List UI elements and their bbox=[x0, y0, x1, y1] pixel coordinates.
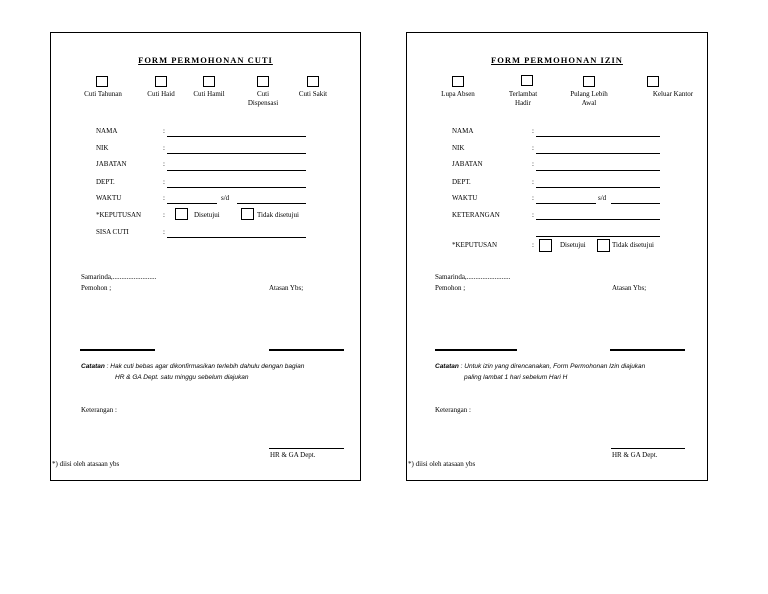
hr-signature-line bbox=[269, 448, 344, 449]
option-label: Terlambat Hadir bbox=[508, 90, 538, 107]
form-permohonan-cuti bbox=[50, 32, 361, 481]
checkbox-tidak-disetujui[interactable] bbox=[597, 239, 610, 252]
atasan-signature-line bbox=[269, 349, 344, 351]
checkbox-disetujui[interactable] bbox=[539, 239, 552, 252]
tidak-disetujui-label: Tidak disetujui bbox=[612, 241, 654, 249]
tidak-disetujui-label: Tidak disetujui bbox=[257, 211, 299, 219]
waktu-start-field[interactable] bbox=[536, 203, 596, 204]
hr-ga-label: HR & GA Dept. bbox=[270, 451, 316, 459]
sisa-cuti-field[interactable] bbox=[167, 237, 306, 238]
catatan-label: Catatan bbox=[435, 363, 459, 370]
colon: : bbox=[532, 127, 534, 135]
checkbox-cuti-hamil[interactable] bbox=[203, 76, 215, 87]
form-permohonan-izin bbox=[406, 32, 708, 481]
checkbox-cuti-sakit[interactable] bbox=[307, 76, 319, 87]
colon: : bbox=[532, 211, 534, 219]
colon: : bbox=[532, 241, 534, 249]
checkbox-tidak-disetujui[interactable] bbox=[241, 208, 254, 220]
field-label-waktu: WAKTU bbox=[96, 194, 122, 202]
catatan-line2: HR & GA Dept. satu minggu sebelum diajukan bbox=[115, 374, 249, 381]
atasan-label: Atasan Ybs; bbox=[269, 284, 304, 292]
disetujui-label: Disetujui bbox=[194, 211, 220, 219]
nama-field[interactable] bbox=[167, 136, 306, 137]
field-label-dept: DEPT. bbox=[96, 178, 115, 186]
option-label: Cuti Sakit bbox=[298, 90, 328, 98]
place-date: Samarinda,......................... bbox=[81, 273, 157, 281]
pemohon-signature-line bbox=[435, 349, 517, 351]
catatan-note bbox=[81, 361, 351, 372]
hr-signature-line bbox=[611, 448, 685, 449]
footnote: *) diisi oleh atasaan ybs bbox=[408, 460, 476, 468]
waktu-end-field[interactable] bbox=[611, 203, 660, 204]
field-label-keputusan: *KEPUTUSAN bbox=[452, 241, 498, 249]
atasan-signature-line bbox=[610, 349, 685, 351]
option-label: Pulang Lebih Awal bbox=[570, 90, 608, 107]
field-label-waktu: WAKTU bbox=[452, 194, 478, 202]
checkbox-disetujui[interactable] bbox=[175, 208, 188, 220]
footnote: *) diisi oleh atasaan ybs bbox=[52, 460, 120, 468]
catatan-label: Catatan bbox=[81, 363, 105, 370]
field-label-nama: NAMA bbox=[452, 127, 474, 135]
colon: : bbox=[163, 160, 165, 168]
option-label: Cuti Tahunan bbox=[84, 90, 122, 98]
option-label: Lupa Absen bbox=[441, 90, 475, 98]
keterangan-label: Keterangan : bbox=[435, 406, 471, 414]
field-label-dept: DEPT. bbox=[452, 178, 471, 186]
option-label: Cuti Dispensasi bbox=[247, 90, 279, 107]
place-date: Samarinda,......................... bbox=[435, 273, 511, 281]
checkbox-pulang-lebih-awal[interactable] bbox=[583, 76, 595, 87]
disetujui-label: Disetujui bbox=[560, 241, 586, 249]
colon: : bbox=[532, 144, 534, 152]
checkbox-cuti-tahunan[interactable] bbox=[96, 76, 108, 87]
waktu-end-field[interactable] bbox=[237, 203, 306, 204]
field-label-nama: NAMA bbox=[96, 127, 118, 135]
pemohon-signature-line bbox=[80, 349, 155, 351]
option-label: Cuti Hamil bbox=[193, 90, 225, 98]
checkbox-cuti-haid[interactable] bbox=[155, 76, 167, 87]
atasan-label: Atasan Ybs; bbox=[612, 284, 647, 292]
pemohon-label: Pemohon ; bbox=[81, 284, 112, 292]
checkbox-keluar-kantor[interactable] bbox=[647, 76, 659, 87]
colon: : bbox=[532, 194, 534, 202]
colon: : bbox=[163, 144, 165, 152]
form-title: FORM PERMOHONAN CUTI bbox=[138, 55, 273, 65]
field-label-jabatan: JABATAN bbox=[452, 160, 483, 168]
catatan-line2: paling lambat 1 hari sebelum Hari H bbox=[464, 374, 568, 381]
field-label-nik: NIK bbox=[96, 144, 109, 152]
colon: : bbox=[532, 160, 534, 168]
hr-ga-label: HR & GA Dept. bbox=[612, 451, 658, 459]
colon: : bbox=[163, 211, 165, 219]
field-label-nik: NIK bbox=[452, 144, 465, 152]
dept-field[interactable] bbox=[167, 187, 306, 188]
dept-field[interactable] bbox=[536, 187, 660, 188]
jabatan-field[interactable] bbox=[536, 170, 660, 171]
keterangan-field[interactable] bbox=[536, 219, 660, 220]
waktu-start-field[interactable] bbox=[167, 203, 217, 204]
nama-field[interactable] bbox=[536, 136, 660, 137]
option-label: Cuti Haid bbox=[147, 90, 175, 98]
colon: : bbox=[163, 178, 165, 186]
nik-field[interactable] bbox=[167, 153, 306, 154]
option-label: Keluar Kantor bbox=[652, 90, 694, 98]
pemohon-label: Pemohon ; bbox=[435, 284, 466, 292]
keterangan-field-2[interactable] bbox=[536, 236, 660, 237]
field-label-jabatan: JABATAN bbox=[96, 160, 127, 168]
sd-label: s/d bbox=[221, 194, 230, 202]
colon: : bbox=[163, 228, 165, 236]
catatan-line1: : Hak cuti bebas agar dikonfirmasikan terlebih dahulu dengan bagian bbox=[106, 363, 305, 370]
catatan-line1: : Untuk izin yang direncanakan, Form Permohonan Izin diajukan bbox=[460, 363, 646, 370]
colon: : bbox=[163, 194, 165, 202]
keterangan-label: Keterangan : bbox=[81, 406, 117, 414]
checkbox-terlambat-hadir[interactable] bbox=[521, 75, 533, 86]
field-label-keterangan: KETERANGAN bbox=[452, 211, 500, 219]
form-title: FORM PERMOHONAN IZIN bbox=[491, 55, 623, 65]
checkbox-cuti-dispensasi[interactable] bbox=[257, 76, 269, 87]
nik-field[interactable] bbox=[536, 153, 660, 154]
colon: : bbox=[163, 127, 165, 135]
field-label-sisa-cuti: SISA CUTI bbox=[96, 228, 129, 236]
catatan-note bbox=[435, 361, 703, 372]
checkbox-lupa-absen[interactable] bbox=[452, 76, 464, 87]
colon: : bbox=[532, 178, 534, 186]
jabatan-field[interactable] bbox=[167, 170, 306, 171]
field-label-keputusan: *KEPUTUSAN bbox=[96, 211, 142, 219]
sd-label: s/d bbox=[598, 194, 607, 202]
